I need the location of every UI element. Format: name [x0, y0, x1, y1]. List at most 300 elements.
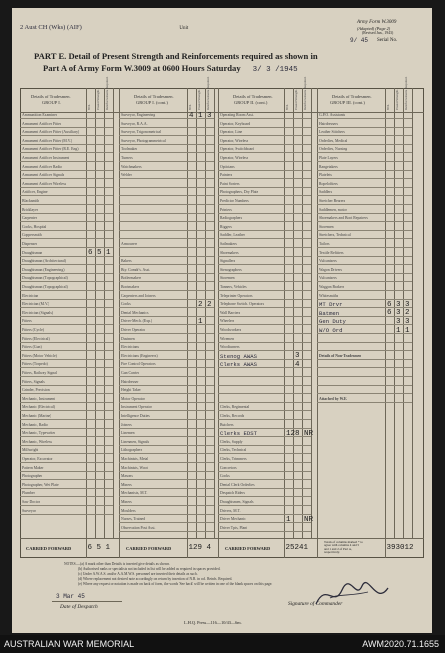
trade-label: Sailmakers — [220, 242, 237, 246]
trade-label: Electrician (Signals) — [22, 310, 54, 315]
table-row — [317, 293, 412, 300]
note-line: NOTES.—(a) A mark other than Details is inserted give details as shown. — [64, 562, 170, 566]
table-row — [20, 482, 113, 489]
entry-value: 2 — [198, 300, 203, 309]
carried-label-3: CARRIED FORWARD — [225, 546, 271, 551]
trade-label: Clerks, Regimental — [220, 405, 250, 410]
table-row — [317, 112, 412, 119]
table-row — [218, 422, 311, 429]
table-row — [20, 267, 113, 274]
trade-label: Clerks, Trimmers — [220, 457, 247, 461]
table-row — [317, 155, 412, 162]
entry-value: 2 — [207, 300, 212, 309]
col2-head: Details of Tradesmen. — [134, 94, 174, 99]
carried-total: 4 — [206, 544, 212, 552]
table-row — [317, 198, 412, 205]
table-row — [119, 258, 214, 265]
subhead-posted: Posted Strength. — [96, 89, 100, 110]
form-title: Army Form W.3009 — [357, 20, 397, 25]
table-row — [317, 138, 412, 145]
trade-label: Linemen — [121, 431, 135, 436]
trade-label: Cooks — [121, 302, 131, 307]
table-row — [218, 138, 311, 145]
carried-total: 24 — [294, 544, 304, 552]
archive-footer — [0, 635, 445, 653]
table-row — [20, 284, 113, 291]
trade-label: Pattern Maker — [22, 465, 44, 470]
trade-label: Waggon Brakers — [319, 285, 345, 289]
table-row — [20, 198, 113, 205]
carried-total: 1 — [303, 544, 309, 552]
trade-label: Armament Artificer Fitter (Auxiliary) — [22, 130, 80, 135]
trade-label: Bakers — [121, 259, 132, 264]
table-row — [20, 413, 113, 420]
table-row — [119, 404, 214, 411]
trade-label: Operator, Excavator — [22, 457, 53, 461]
table-row — [218, 267, 311, 274]
trade-label: Predictor Numbers — [220, 199, 249, 203]
table-row — [218, 456, 311, 463]
trade-label: Fitters (Gun) — [22, 345, 42, 350]
trade-label: Driver Mechanic — [220, 517, 246, 522]
trade-label: Saddlemen, motor — [319, 207, 347, 212]
table-row — [317, 121, 412, 128]
table-row — [317, 181, 412, 188]
trade-label: Rangetakers — [319, 164, 338, 169]
trade-label: Tailors — [319, 242, 330, 246]
table-row — [317, 267, 412, 274]
table-row — [20, 456, 113, 463]
unit-label: Unit — [179, 26, 189, 31]
table-row — [317, 275, 412, 282]
trade-label: Wagon Drivers — [319, 267, 342, 272]
trade-label: Telephone Switch. Operators — [220, 302, 265, 307]
table-row — [119, 310, 214, 317]
table-row — [119, 465, 214, 472]
table-row — [119, 250, 214, 257]
trade-label: Details of Non-Tradesmen — [319, 353, 362, 358]
entry-value: 12 — [286, 429, 296, 438]
table-row — [119, 439, 214, 446]
trade-label: Miners — [121, 482, 132, 487]
table-row — [317, 224, 412, 231]
trade-label: Electricians (Engineers) — [121, 353, 158, 358]
table-row — [218, 250, 311, 257]
trade-label: Mechanists, M.T. — [121, 491, 148, 496]
trade-label: Fitters, Railway Signal — [22, 371, 57, 375]
table-row — [119, 344, 214, 351]
table-row — [20, 370, 113, 377]
table-row — [20, 241, 113, 248]
trade-label: Operator, Wireless — [220, 156, 249, 160]
trade-label: Watchmakers — [121, 164, 142, 169]
unit-line — [20, 24, 188, 31]
entry-value: 3 — [295, 352, 300, 361]
table-row — [317, 232, 412, 239]
trade-label: Orderlies, Nursing — [319, 147, 348, 152]
trade-label: Leather Stitchers — [319, 130, 345, 135]
unit-name: 2 Aust CH (Wks) (AIF) — [20, 24, 82, 31]
table-row — [218, 215, 311, 222]
trade-label: Operator, Keyboard — [220, 121, 251, 126]
trade-label: Ropeloftiers — [319, 181, 338, 186]
trade-label: Drivers, M.T. — [220, 508, 241, 513]
trade-label: Printers — [220, 207, 232, 212]
table-row — [20, 207, 113, 214]
trade-label: Armament Artificer Fitter (M.V.) — [22, 138, 73, 143]
col-sep — [412, 88, 413, 538]
trade-label: Mechanic, Instrument — [22, 396, 56, 401]
part-title-text: Part A of Army Form W.3009 at 0600 Hours Saturday — [43, 63, 241, 73]
trade-label: Blacksmith — [22, 199, 40, 203]
table-row — [218, 181, 311, 188]
table-row — [20, 301, 113, 308]
subhead-posted: Posted Strength. — [197, 89, 201, 110]
trade-label: Wiremen — [220, 336, 234, 341]
table-row — [218, 301, 311, 308]
trade-label: Riggers — [220, 224, 232, 229]
trade-label: Plate Layers — [319, 156, 338, 160]
trade-label: Surveyor, Engineering — [121, 113, 156, 117]
trade-label: Height Taker — [121, 388, 141, 393]
entry-value: 8 — [295, 429, 300, 438]
table-row — [119, 413, 214, 420]
trade-label: Despatch Riders — [220, 491, 245, 496]
table-row — [317, 164, 412, 171]
table-row — [218, 258, 311, 265]
entry-value: 4 — [295, 360, 300, 369]
subhead-reinf: Reinforcements Required. — [105, 76, 109, 110]
table-row — [119, 172, 214, 179]
table-row — [218, 404, 311, 411]
table-row — [119, 387, 214, 394]
table-row — [218, 370, 311, 377]
trade-label: Attached by W.E. — [319, 396, 348, 401]
table-row — [317, 258, 412, 265]
table-row — [119, 379, 214, 386]
table-row — [119, 146, 214, 153]
despatch-rule — [52, 601, 122, 602]
trade-label: Boilermakers — [121, 276, 142, 281]
trade-label: Turners — [121, 156, 133, 160]
trade-label: Bty. Comdr's. Asst. — [121, 267, 151, 272]
trade-label: Shoemakers — [220, 250, 239, 255]
trade-label: G.P.O. Assistants — [319, 113, 346, 117]
table-row — [20, 447, 113, 454]
carried-label-2: CARRIED FORWARD — [126, 546, 172, 551]
carried-total: 25 — [285, 544, 295, 552]
table-row — [20, 121, 113, 128]
trade-label: Nurses, Trained — [121, 517, 146, 522]
trade-label: Coppersmith — [22, 233, 42, 238]
table-row — [218, 293, 311, 300]
table-row — [20, 189, 113, 196]
table-row — [20, 215, 113, 222]
table-row — [119, 482, 214, 489]
table-row — [317, 129, 412, 136]
trade-label: Clerks, Supply — [220, 439, 243, 444]
table-row — [218, 499, 311, 506]
table-row — [119, 241, 214, 248]
trade-label: Lithographers — [121, 448, 143, 453]
trade-label: Electricians — [121, 345, 139, 350]
trade-label: Armament Artificer Radio — [22, 164, 63, 169]
trade-label: Fitters (Cycle) — [22, 328, 45, 332]
trade-label: Surveyor, R.A.A. — [121, 121, 148, 126]
table-row — [119, 121, 214, 128]
trade-label: Machinists, Metal — [121, 457, 149, 461]
note-line: (b) Authorised ranks or specialists not included in list will be added as required in spaces provided. — [78, 567, 221, 571]
trade-label: Clerks, Records — [220, 414, 245, 418]
trade-label: Intelligence Duties — [121, 414, 150, 418]
table-row — [218, 465, 311, 472]
trade-label: Fitters (Motor Vehicle) — [22, 353, 57, 358]
archive-name: AUSTRALIAN WAR MEMORIAL — [4, 639, 135, 649]
table-row — [317, 344, 412, 351]
trade-label: Electrician — [22, 293, 39, 298]
trade-label: Draughtsman — [22, 250, 43, 255]
table-row — [20, 318, 113, 325]
table-row — [119, 138, 214, 145]
trade-label: Dispenser — [22, 242, 38, 246]
table-row — [119, 516, 214, 523]
table-row — [218, 447, 311, 454]
table-row — [218, 413, 311, 420]
table-row — [317, 250, 412, 257]
trade-label: Mechanic (Electrical) — [22, 405, 55, 410]
table-row — [119, 499, 214, 506]
table-row — [119, 336, 214, 343]
trade-label: Surveyor, Trigonometrical — [121, 130, 162, 135]
table-row — [20, 336, 113, 343]
col-sep — [311, 88, 312, 538]
table-row — [119, 275, 214, 282]
trade-label: Gun Carrier — [121, 371, 140, 375]
table-row — [119, 430, 214, 437]
trade-label: Vulcanisers — [319, 259, 337, 264]
trade-label: Stenog AWAS — [220, 352, 257, 360]
table-row — [119, 232, 214, 239]
col3-head: Details of Tradesmen. — [233, 94, 273, 99]
table-row — [218, 241, 311, 248]
trade-label: Woodturners — [220, 345, 240, 350]
table-row — [317, 396, 412, 403]
table-row — [317, 361, 412, 368]
table-row — [218, 112, 311, 119]
trade-label: Gen Duty — [319, 318, 346, 326]
col4-head: Details of Tradesmen. — [332, 94, 372, 99]
table-row — [317, 336, 412, 343]
table-row — [20, 293, 113, 300]
archive-id: AWM2020.71.1655 — [362, 639, 439, 649]
table-row — [119, 396, 214, 403]
trade-label: Painters — [220, 173, 233, 178]
trade-label: Grinder, Precision — [22, 388, 50, 393]
table-row — [20, 499, 113, 506]
entry-value: 1 — [286, 515, 291, 524]
trade-label: Observation Post Asst. — [121, 525, 156, 530]
carried-total: 12 — [188, 544, 198, 552]
despatch-label: Date of Despatch — [60, 604, 98, 610]
table-row — [317, 215, 412, 222]
table-row — [119, 456, 214, 463]
entry-value: 1 — [405, 326, 410, 335]
trade-label: Driver Operator — [121, 328, 146, 332]
trade-label: Armament Artificer Fitter — [22, 121, 62, 126]
trade-label: Armament Artificer Signals — [22, 173, 65, 178]
trade-label: Clerks EDST — [220, 430, 257, 438]
trade-label: Butchers — [220, 422, 234, 427]
table-row — [317, 370, 412, 377]
trade-label: Surveyor, Photogrammetrical — [121, 138, 166, 143]
trade-label: Bricklayer — [22, 207, 39, 212]
signature-label: Signature of Commander — [288, 601, 343, 607]
table-row — [20, 430, 113, 437]
trade-label: Whitesmiths — [319, 293, 339, 298]
col-sep — [113, 88, 114, 538]
carried-total: 9 — [197, 544, 203, 552]
table-row — [218, 146, 311, 153]
table-row — [218, 387, 311, 394]
table-row — [20, 396, 113, 403]
trade-label: Photographer, Wet Plate — [22, 482, 59, 487]
trade-label: Fitters — [22, 319, 32, 324]
table-row — [218, 172, 311, 179]
carried-note: Totals of columns marked * to agree with columns 4 and 5 and 1 and 2 of Part A, respectively. — [324, 540, 363, 555]
table-row — [119, 224, 214, 231]
trade-label: Mechanic, Typewriter — [22, 431, 56, 436]
trade-label: Carpenter — [22, 216, 37, 221]
table-row — [20, 473, 113, 480]
trade-label: Draughtsman (Engineering) — [22, 267, 65, 272]
table-row — [317, 387, 412, 394]
carried-total: 12 — [404, 544, 414, 552]
form-page — [12, 8, 432, 633]
trade-label: Ammunition Examiner — [22, 113, 58, 117]
part-title-line1: PART E. Detail of Present Strength and Reinforcements required as shown in — [34, 51, 318, 61]
table-row — [20, 439, 113, 446]
entry-value: 6 — [88, 249, 93, 258]
trade-label: Concretors — [220, 465, 237, 470]
table-row — [119, 525, 214, 532]
trade-label: Textile Refitters — [319, 250, 344, 255]
trade-label: Welder — [121, 173, 132, 178]
table-row — [218, 490, 311, 497]
table-row — [218, 525, 311, 532]
table-row — [119, 181, 214, 188]
trade-label: Photographer — [22, 474, 43, 479]
subhead-reinf: Reinforcements Required. — [404, 76, 408, 110]
trade-label: Dental Clerk Orderlies — [220, 482, 255, 487]
entry-value: 1 — [198, 317, 203, 326]
table-row — [119, 327, 214, 334]
trade-label: Signallers — [220, 259, 236, 264]
table-row — [218, 473, 311, 480]
table-row — [20, 224, 113, 231]
table-row — [218, 232, 311, 239]
table-row — [119, 490, 214, 497]
note-line: (d) Where replacement not desired note accordingly on return by insertion of N.R. in col. Reinfs. Required. — [78, 577, 233, 581]
table-row — [119, 353, 214, 360]
trade-label: Dental Mechanics — [121, 310, 149, 315]
entry-value: 1 — [198, 111, 203, 120]
col3-group: GROUP II. (cont.) — [234, 100, 268, 105]
entry-value: 5 — [97, 249, 102, 258]
trade-label: Vulcanisers — [319, 276, 337, 281]
table-row — [218, 275, 311, 282]
col-sep — [214, 88, 215, 538]
table-row — [119, 267, 214, 274]
trade-label: Surveyor — [22, 508, 36, 513]
signature-mark — [312, 578, 392, 612]
table-row — [119, 447, 214, 454]
trade-label: Driver Tpts, Plant — [220, 525, 248, 530]
entry-value: 1 — [106, 249, 111, 258]
print-line: L.H.Q. Press—116—10/43—6m. — [184, 620, 242, 625]
table-row — [119, 284, 214, 291]
trade-label: Radiographers — [220, 216, 243, 221]
entry-value: 4 — [189, 111, 194, 120]
trade-label: Mechanic, Wireless — [22, 439, 52, 444]
trade-label: Batmen — [319, 309, 340, 317]
trade-label: Armament Artificer Fitter (R.E. Eng) — [22, 147, 79, 152]
table-row — [20, 490, 113, 497]
entry-value: 3 — [405, 300, 410, 309]
carried-total: 30 — [395, 544, 405, 552]
part-title-line2 — [43, 63, 298, 74]
trade-label: Teleprinter Operators — [220, 293, 253, 298]
trade-label: Storemen — [220, 276, 235, 281]
col2-group: GROUP I. (cont.) — [136, 100, 168, 105]
table-row — [20, 172, 113, 179]
table-row — [119, 508, 214, 515]
trade-label: Wheelers — [220, 319, 235, 324]
table-row — [119, 189, 214, 196]
trade-label: Storemen — [319, 224, 334, 229]
note-line: (e) Where any request or notation is made on back of form, the words 'See back' will be written in one of the blank spaces on this page. — [78, 582, 273, 586]
table-row — [218, 224, 311, 231]
table-row — [119, 129, 214, 136]
trade-label: Wall Barriers — [220, 310, 241, 315]
subhead-ws: W.S. — [386, 103, 390, 110]
entry-value: 3 — [396, 309, 401, 318]
trade-label: Clerks, Technical — [220, 448, 247, 453]
trade-label: Draughtsman (Architectural) — [22, 259, 66, 264]
table-row — [20, 232, 113, 239]
trade-label: Armament Artificer Instrument — [22, 156, 70, 160]
table-row — [119, 155, 214, 162]
table-row — [20, 327, 113, 334]
table-row — [317, 353, 412, 360]
table-row — [218, 189, 311, 196]
trade-label: Mechanic, Radio — [22, 422, 48, 427]
table-row — [119, 293, 214, 300]
table-row — [20, 258, 113, 265]
trade-label: Plumber — [22, 491, 35, 496]
trade-label: Stenographers — [220, 267, 242, 272]
table-row — [317, 146, 412, 153]
trade-label: Cooks — [220, 474, 230, 479]
table-row — [317, 284, 412, 291]
trade-label: Toolmaker — [121, 147, 138, 152]
trade-label: Operator, Wireless — [220, 138, 249, 143]
table-row — [20, 129, 113, 136]
note-line: (c) Under A.W.A.S. and/or A.A.M.W.S. personnel are inserted their details as such. — [78, 572, 198, 576]
table-row — [218, 336, 311, 343]
carried-total: 1 — [105, 544, 111, 552]
trade-label: Carpenters and Joiners — [121, 293, 156, 298]
table-row — [218, 198, 311, 205]
